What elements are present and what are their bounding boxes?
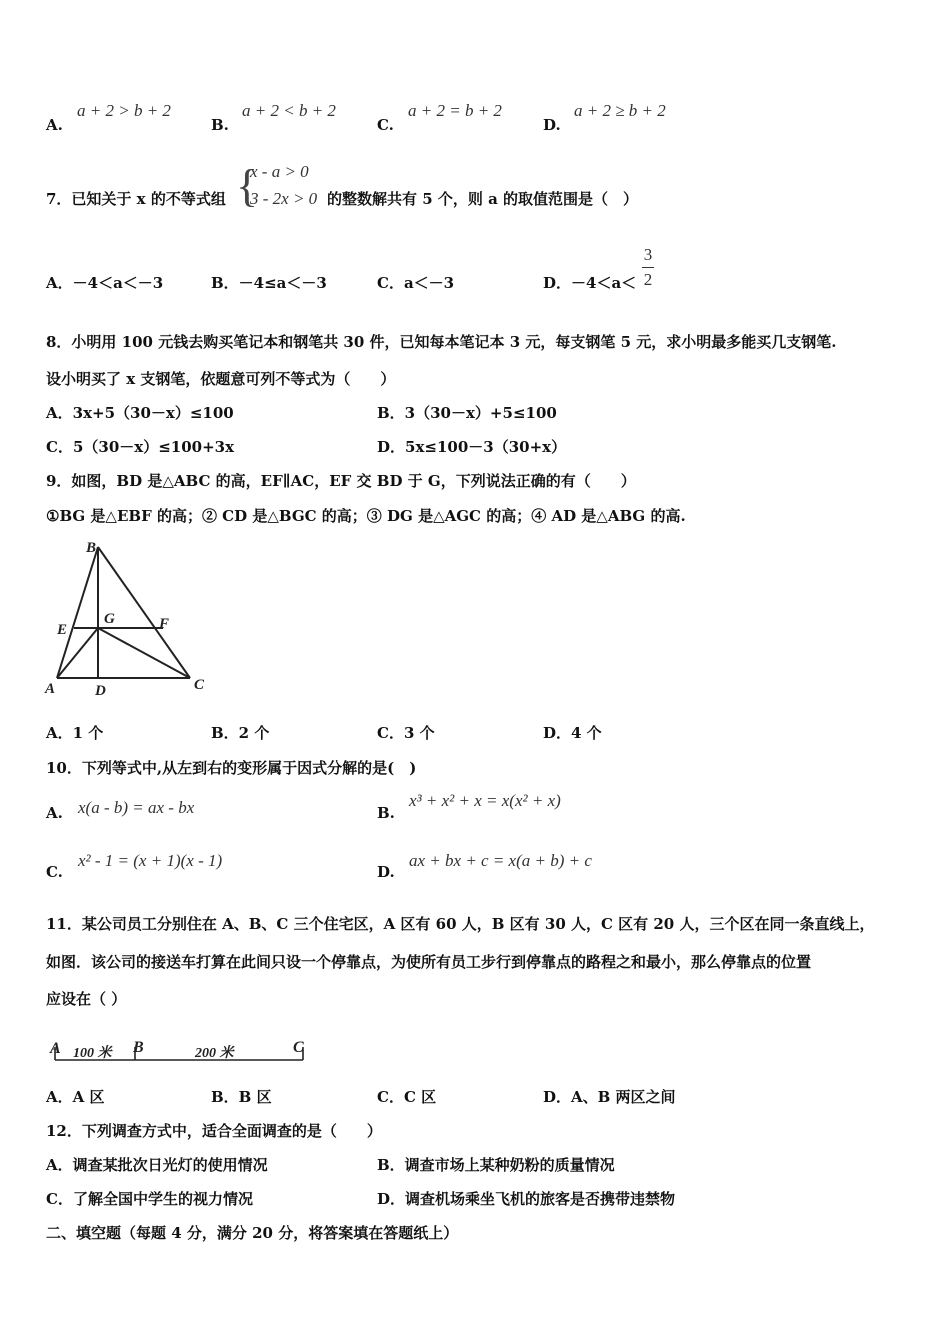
q9-line1: 9．如图，BD 是△ABC 的高，EF∥AC，EF 交 BD 于 G，下列说法正确的有（ ）: [46, 472, 636, 490]
label-a: A: [45, 681, 56, 697]
q8-option-c: C．5（30－x）≤100+3x: [46, 438, 235, 456]
q7-option-d: D．－4＜a＜: [543, 274, 637, 292]
q10-option-d-math: ax + bx + c = x(a + b) + c: [409, 851, 592, 870]
q7-brace: {: [236, 160, 259, 211]
q10-option-c-letter: C.: [46, 863, 63, 881]
q12-stem: 12．下列调查方式中，适合全面调查的是（ ）: [46, 1122, 382, 1140]
q11-line-figure: [45, 1033, 325, 1069]
q7-system-line1: x - a > 0: [250, 162, 309, 181]
q7-option-b: B．－4≤a＜－3: [211, 274, 327, 292]
q6-option-a-math: a + 2 > b + 2: [77, 101, 171, 120]
q10-option-a-math: x(a - b) = ax - bx: [78, 798, 195, 817]
label-d: D: [95, 683, 106, 699]
q12-option-b: B．调查市场上某种奶粉的质量情况: [377, 1156, 615, 1174]
q12-option-a: A．调查某批次日光灯的使用情况: [46, 1156, 268, 1174]
q6-option-c-letter: C.: [377, 116, 394, 134]
q9-option-b: B．2 个: [211, 724, 270, 742]
label-g: G: [104, 611, 115, 627]
q6-option-c-math: a + 2 = b + 2: [408, 101, 502, 120]
label-e: E: [57, 622, 68, 638]
q11-option-d: D．A、B 两区之间: [543, 1088, 676, 1106]
distance-ab-label: 100 米: [73, 1046, 112, 1061]
q10-option-b-math: x³ + x² + x = x(x² + x): [409, 791, 561, 810]
q8-line2: 设小明买了 x 支钢笔，依题意可列不等式为（ ）: [46, 370, 396, 388]
q8-option-a: A．3x+5（30－x）≤100: [46, 404, 234, 422]
q6-option-d-math: a + 2 ≥ b + 2: [574, 101, 666, 120]
q11-line3: 应设在（ ）: [46, 990, 127, 1008]
q7-frac-numerator: 3: [643, 245, 653, 264]
q10-option-d-letter: D.: [377, 863, 395, 881]
q10-option-b-letter: B.: [377, 804, 395, 822]
point-c-label: C: [293, 1039, 304, 1056]
q7-frac-denominator: 2: [643, 270, 653, 289]
q6-option-a-letter: A.: [46, 116, 63, 134]
section-2-title: 二、填空题（每题 4 分，满分 20 分，将答案填在答题纸上）: [46, 1224, 459, 1242]
distance-bc-label: 200 米: [195, 1046, 234, 1061]
q9-line2: ①BG 是△EBF 的高；② CD 是△BGC 的高；③ DG 是△AGC 的高；④ AD 是△ABG 的高.: [46, 507, 686, 525]
q11-option-a: A．A 区: [46, 1088, 105, 1106]
q10-option-a-letter: A.: [46, 804, 63, 822]
q12-option-c: C．了解全国中学生的视力情况: [46, 1190, 253, 1208]
q7-system-line2: 3 - 2x > 0: [250, 189, 318, 208]
q10-stem: 10．下列等式中,从左到右的变形属于因式分解的是( ): [46, 759, 417, 777]
q7-suffix: 的整数解共有 5 个，则 a 的取值范围是（ ）: [327, 190, 639, 208]
q11-option-b: B．B 区: [211, 1088, 272, 1106]
q11-option-c: C．C 区: [377, 1088, 437, 1106]
q10-option-c-math: x² - 1 = (x + 1)(x - 1): [78, 851, 223, 870]
q6-option-b-math: a + 2 < b + 2: [242, 101, 336, 120]
q11-line2: 如图．该公司的接送车打算在此间只设一个停靠点，为使所有员工步行到停靠点的路程之和最小，那么停靠点的位置: [46, 953, 812, 971]
point-a-label: A: [50, 1040, 61, 1057]
q11-line1: 11．某公司员工分别住在 A、B、C 三个住宅区，A 区有 60 人，B 区有 30 人，C 区有 20 人，三个区在同一条直线上，: [46, 915, 875, 933]
q9-triangle-figure: [40, 535, 220, 705]
point-b-label: B: [133, 1039, 144, 1056]
segment-gc: [98, 628, 190, 678]
q7-option-a: A．－4＜a＜－3: [46, 274, 164, 292]
q7-prefix: 7．已知关于 x 的不等式组: [46, 190, 226, 208]
q6-option-b-letter: B.: [211, 116, 229, 134]
q8-option-b: B．3（30－x）+5≤100: [377, 404, 557, 422]
q9-figure-lines: [57, 547, 190, 678]
q7-frac-bar: [642, 267, 654, 268]
label-b: B: [86, 540, 97, 556]
q8-line1: 8．小明用 100 元钱去购买笔记本和钢笔共 30 件，已知每本笔记本 3 元，每支钢笔 5 元，求小明最多能买几支钢笔.: [46, 333, 837, 351]
label-f: F: [159, 616, 170, 632]
q8-option-d: D．5x≤100－3（30+x）: [377, 438, 567, 456]
q12-option-d: D．调查机场乘坐飞机的旅客是否携带违禁物: [377, 1190, 676, 1208]
q9-option-d: D．4 个: [543, 724, 602, 742]
q6-option-d-letter: D.: [543, 116, 561, 134]
q7-option-c: C．a＜－3: [377, 274, 455, 292]
q9-option-c: C．3 个: [377, 724, 435, 742]
q9-option-a: A．1 个: [46, 724, 104, 742]
segment-ba: [57, 547, 98, 678]
label-c: C: [194, 677, 205, 693]
